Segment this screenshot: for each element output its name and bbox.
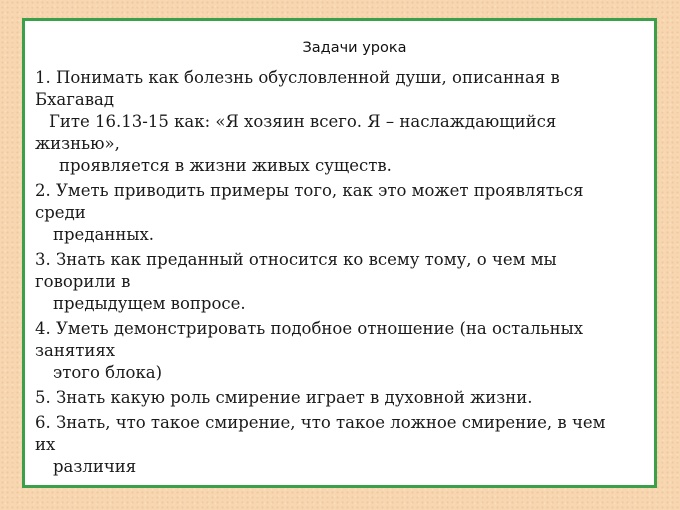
task-4-line-3: этого блока): [53, 363, 163, 382]
task-2-line-2: среди: [35, 203, 86, 222]
task-2-line-3: преданных.: [53, 225, 154, 244]
task-1-line-3: Гите 16.13-15 как: «Я хозяин всего. Я – наслаждающийся: [49, 112, 557, 131]
task-6-line-3: различия: [53, 457, 137, 476]
task-4-line-1: 4. Уметь демонстрировать подобное отношение (на остальных: [35, 319, 584, 338]
task-1-line-4: жизнью»,: [35, 134, 120, 153]
task-5-line-1: 5. Знать какую роль смирение играет в духовной жизни.: [35, 388, 533, 407]
task-1-line-2: Бхагавад: [35, 90, 115, 109]
task-1-line-1: 1. Понимать как болезнь обусловленной души, описанная в: [35, 68, 560, 87]
task-6-line-1: 6. Знать, что такое смирение, что такое ложное смирение, в чем: [35, 413, 606, 432]
task-1-line-5: проявляется в жизни живых существ.: [59, 156, 392, 175]
task-2-line-1: 2. Уметь приводить примеры того, как это может проявляться: [35, 181, 584, 200]
task-3-line-2: говорили в: [35, 272, 131, 291]
slide-title: Задачи урока: [302, 40, 407, 56]
task-6-line-2: их: [35, 435, 56, 454]
task-3-line-1: 3. Знать как преданный относится ко всему тому, о чем мы: [35, 250, 557, 269]
task-list: [35, 67, 635, 478]
task-3-line-3: предыдущем вопросе.: [53, 294, 246, 313]
task-4-line-2: занятиях: [35, 341, 116, 360]
slide: [22, 18, 657, 488]
